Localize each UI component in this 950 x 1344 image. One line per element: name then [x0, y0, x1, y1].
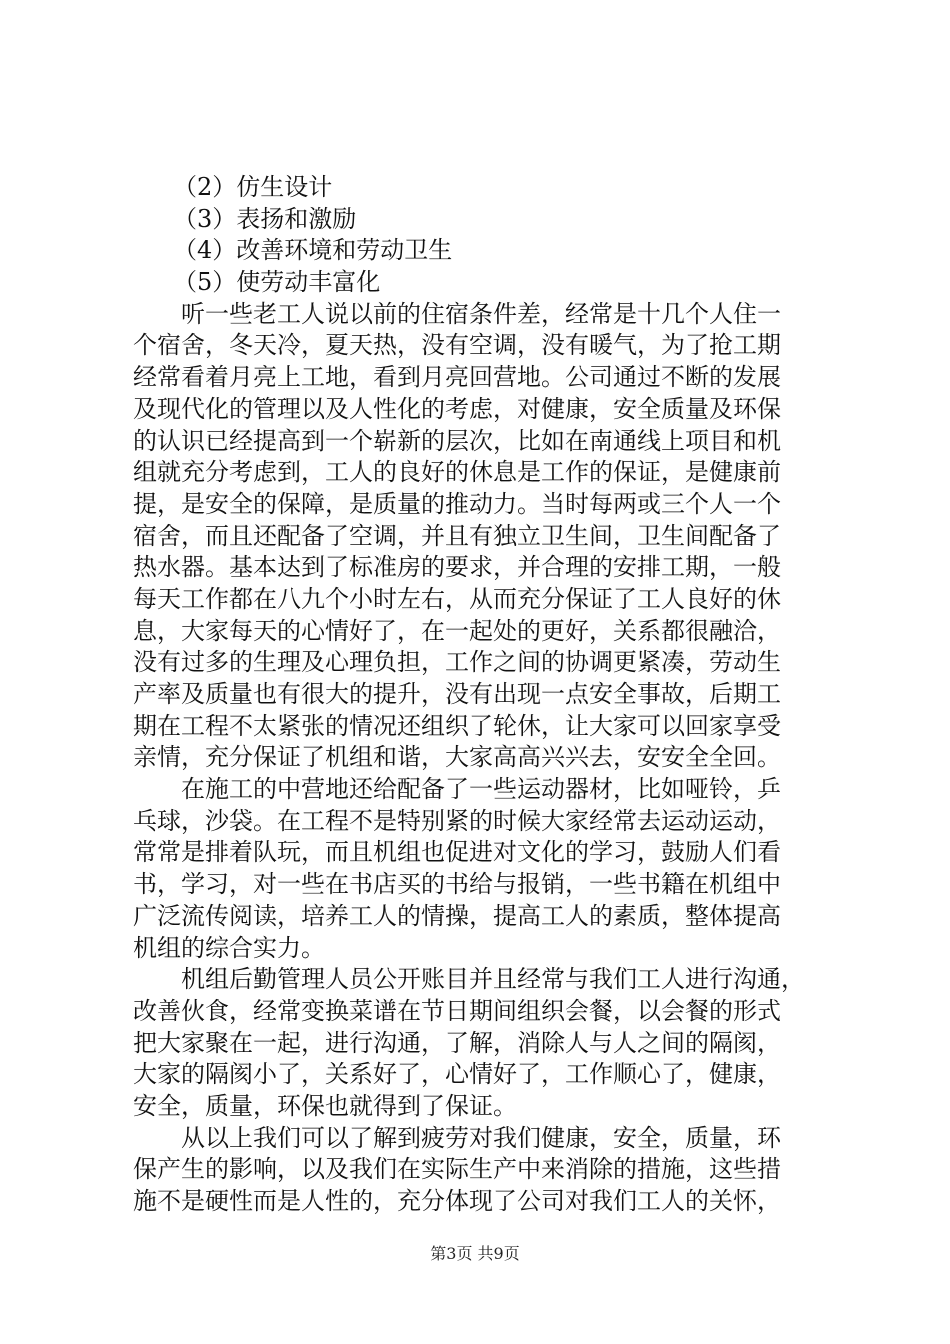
- paragraph-line: 把大家聚在一起，进行沟通，了解，消除人与人之间的隔阂，: [133, 1028, 781, 1057]
- page-number-footer: 第3页 共9页: [430, 1244, 520, 1263]
- paragraph-line: 机组后勤管理人员公开账目并且经常与我们工人进行沟通，: [181, 965, 805, 994]
- paragraph-line: 组就充分考虑到，工人的良好的休息是工作的保证，是健康前: [133, 458, 781, 487]
- paragraph-line: 施不是硬性而是人性的，充分体现了公司对我们工人的关怀，: [133, 1187, 781, 1215]
- document-body: [133, 172, 833, 1218]
- paragraph-line: 大家的隔阂小了，关系好了，心情好了，工作顺心了，健康，: [133, 1060, 781, 1089]
- paragraph: [133, 1123, 833, 1218]
- paragraph-line: 息，大家每天的心情好了，在一起处的更好，关系都很融洽，: [133, 616, 781, 645]
- paragraph-line: 提，是安全的保障，是质量的推动力。当时每两或三个人一个: [133, 489, 781, 518]
- paragraph: [133, 964, 833, 1122]
- list-item: （2）仿生设计: [173, 173, 333, 201]
- paragraph-line: 常常是排着队玩，而且机组也促进对文化的学习，鼓励人们看: [133, 838, 781, 867]
- paragraph-line: 听一些老工人说以前的住宿条件差，经常是十几个人住一: [181, 299, 781, 328]
- paragraph-line: 及现代化的管理以及人性化的考虑，对健康，安全质量及环保: [133, 394, 781, 423]
- paragraph-line: 产率及质量也有很大的提升，没有出现一点安全事故，后期工: [133, 680, 781, 708]
- paragraph-line: 从以上我们可以了解到疲劳对我们健康，安全，质量，环: [181, 1123, 781, 1152]
- list-item: （5）使劳动丰富化: [173, 268, 381, 297]
- paragraph: [133, 774, 833, 964]
- paragraph-line: 保产生的影响，以及我们在实际生产中来消除的措施，这些措: [133, 1155, 781, 1184]
- paragraph-line: 机组的综合实力。: [133, 933, 325, 962]
- paragraph-line: 安全，质量，环保也就得到了保证。: [133, 1091, 517, 1120]
- list-item: （3）表扬和激励: [173, 204, 357, 233]
- paragraph-line: 的认识已经提高到一个崭新的层次，比如在南通线上项目和机: [133, 426, 781, 455]
- paragraph-line: 改善伙食，经常变换菜谱在节日期间组织会餐，以会餐的形式: [133, 996, 781, 1025]
- paragraph-line: 每天工作都在八九个小时左右，从而充分保证了工人良好的休: [133, 584, 781, 613]
- paragraph-line: 在施工的中营地还给配备了一些运动器材，比如哑铃，乒: [181, 775, 781, 804]
- paragraph-line: 广泛流传阅读，培养工人的情操，提高工人的素质，整体提高: [133, 901, 781, 930]
- paragraph-line: 亲情，充分保证了机组和谐，大家高高兴兴去，安安全全回。: [133, 743, 781, 772]
- paragraph-line: 热水器。基本达到了标准房的要求，并合理的安排工期，一般: [133, 553, 781, 582]
- paragraph-line: 个宿舍，冬天冷，夏天热，没有空调，没有暖气，为了抢工期: [133, 331, 781, 360]
- paragraph-line: 经常看着月亮上工地，看到月亮回营地。公司通过不断的发展: [133, 363, 781, 392]
- paragraph-line: 没有过多的生理及心理负担，工作之间的协调更紧凑，劳动生: [133, 648, 781, 677]
- paragraph-line: 宿舍，而且还配备了空调，并且有独立卫生间，卫生间配备了: [133, 521, 781, 550]
- paragraph: [133, 299, 833, 774]
- paragraph-line: 乓球，沙袋。在工程不是特别紧的时候大家经常去运动运动，: [133, 806, 781, 835]
- list-item: （4）改善环境和劳动卫生: [173, 236, 453, 265]
- paragraph-line: 期在工程不太紧张的情况还组织了轮休，让大家可以回家享受: [133, 711, 781, 740]
- paragraph-line: 书，学习，对一些在书店买的书给与报销，一些书籍在机组中: [133, 870, 781, 899]
